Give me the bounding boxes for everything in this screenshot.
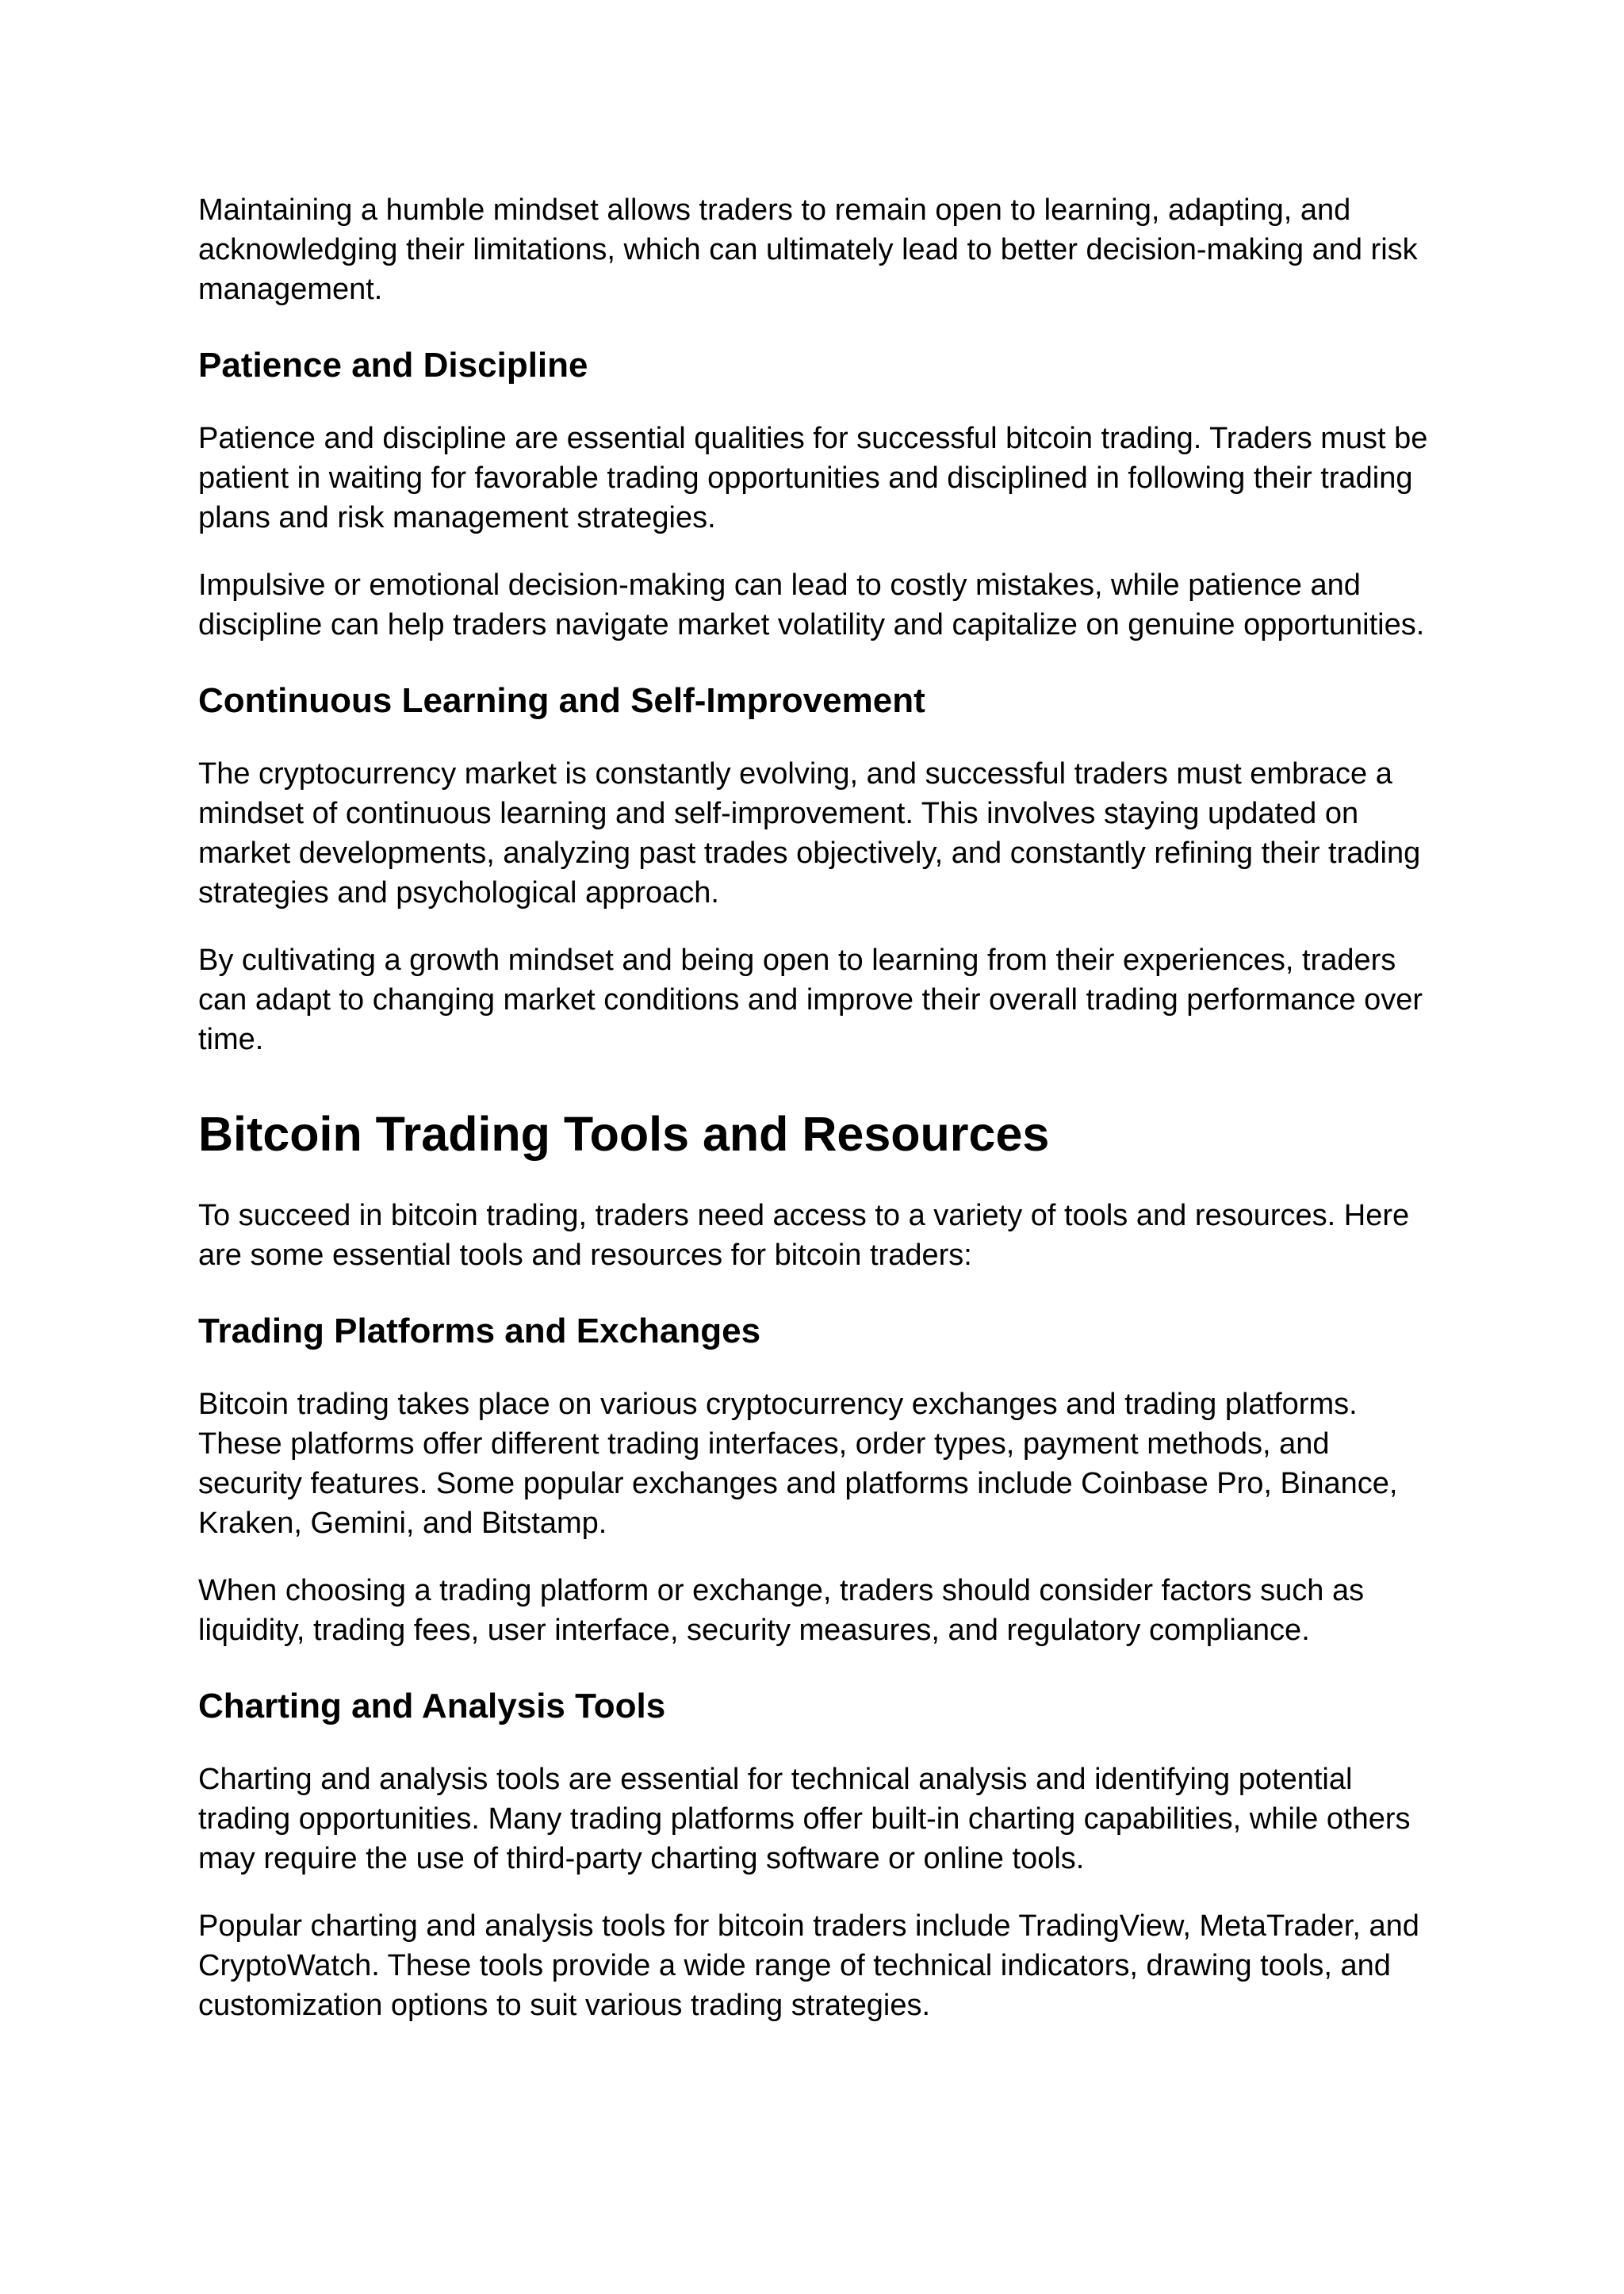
paragraph-charting-2: Popular charting and analysis tools for bitcoin traders include TradingView, MetaTrader, and CryptoWatch. These tools provide a wide range of technical indicators, drawing tools, and customization options to suit various trading strategies. — [198, 1909, 1419, 2022]
heading-trading-platforms: Trading Platforms and Exchanges — [198, 1312, 761, 1350]
heading-patience-discipline: Patience and Discipline — [198, 346, 588, 385]
paragraph-platforms-1: Bitcoin trading takes place on various cryptocurrency exchanges and trading platforms. These platforms offer different trading interfaces, order types, payment methods, and security features. Some popular exchanges and platforms include Coinbase Pro, Binance, Kraken, Gemini, and Bitstamp. — [198, 1388, 1398, 1540]
paragraph-platforms-2: When choosing a trading platform or exchange, traders should consider factors such as liquidity, trading fees, user interface, security measures, and regulatory compliance. — [198, 1574, 1365, 1647]
paragraph-tools-intro: To succeed in bitcoin trading, traders need access to a variety of tools and resources. Here are some essential tools and resources for bitcoin traders: — [198, 1199, 1410, 1272]
heading-charting-tools: Charting and Analysis Tools — [198, 1687, 666, 1725]
document-page — [198, 190, 1435, 2025]
paragraph-patience-2: Impulsive or emotional decision-making can lead to costly mistakes, while patience and discipline can help traders navigate market volatility and capitalize on genuine opportunities. — [198, 569, 1425, 641]
paragraph-humble-mindset: Maintaining a humble mindset allows traders to remain open to learning, adapting, and acknowledging their limitations, which can ultimately lead to better decision-making and risk management. — [198, 193, 1418, 306]
heading-continuous-learning: Continuous Learning and Self-Improvement — [198, 681, 925, 720]
paragraph-patience-1: Patience and discipline are essential qualities for successful bitcoin trading. Traders must be patient in waiting for favorable trading opportunities and disciplined in following their trading plans and risk management strategies. — [198, 422, 1428, 534]
heading-tools-resources: Bitcoin Trading Tools and Resources — [198, 1107, 1050, 1161]
paragraph-charting-1: Charting and analysis tools are essential for technical analysis and identifying potential trading opportunities. Many trading platforms offer built-in charting capabilities, while others may require the use of third-party charting software or online tools. — [198, 1763, 1411, 1875]
paragraph-learning-1: The cryptocurrency market is constantly evolving, and successful traders must embrace a mindset of continuous learning and self-improvement. This involves staying updated on market developments, analyzing past trades objectively, and constantly refining their trading strategies and psychological approach. — [198, 757, 1421, 910]
paragraph-learning-2: By cultivating a growth mindset and being open to learning from their experiences, traders can adapt to changing market conditions and improve their overall trading performance over time. — [198, 944, 1423, 1056]
